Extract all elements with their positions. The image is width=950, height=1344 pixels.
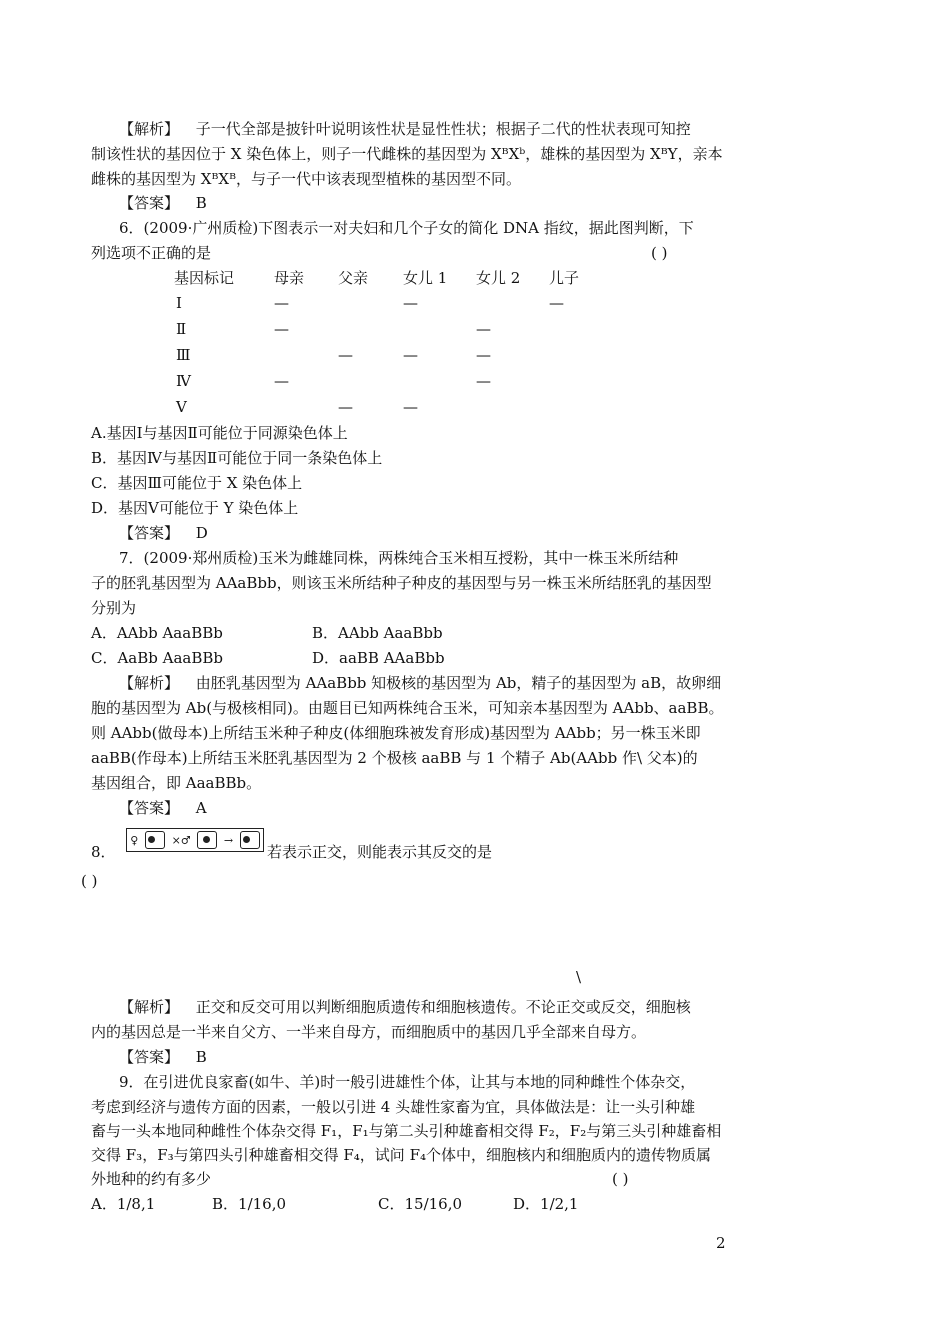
q9-stem-line-2: 考虑到经济与遗传方面的因素，一般以引进 4 头雄性家畜为宜，具体做法是：让一头引种雄 [91,1098,696,1116]
q7-stem-line-2: 子的胚乳基因型为 AAaBbb，则该玉米所结种子种皮的基因型与另一株玉米所结胚乳的基因型 [91,574,712,592]
q6-option-b: B．基因Ⅳ与基因Ⅱ可能位于同一条染色体上 [91,449,383,467]
answer-value: D [195,524,208,542]
table-cell: — [274,320,289,338]
table-cell: — [338,346,353,364]
stray-mark: \ [576,968,582,986]
answer-value: A [195,799,207,817]
arrow-icon: → [223,833,234,847]
table-header-daughter-2: 女儿 2 [476,269,521,287]
cell-icon [145,831,165,849]
q5-analysis-line-2: 制该性状的基因位于 X 染色体上，则子一代雌株的基因型为 XᴮXᵇ，雄株的基因型为 XᴮY，亲本 [91,145,723,163]
table-cell: — [476,346,491,364]
answer-tag: 【答案】 [119,524,180,542]
table-cell: — [403,346,418,364]
q9-stem-line-5: 外地种的约有多少 [91,1170,212,1188]
answer-value: B [195,194,207,212]
q7-option-a: A．AAbb AaaBBb [91,624,223,642]
q6-answer [119,523,208,543]
q6-stem-line-1: 6．(2009·广州质检)下图表示一对夫妇和几个子女的简化 DNA 指纹，据此图判断，下 [119,219,694,237]
q6-option-c: C．基因Ⅲ可能位于 X 染色体上 [91,474,303,492]
q5-analysis-line-1 [119,119,691,139]
q7-analysis-text-1: 由胚乳基因型为 AAaBbb 知极核的基因型为 Ab，精子的基因型为 aB，故卵细 [195,674,722,692]
cross-male-symbol-icon: ×♂ [171,833,191,847]
q8-answer [119,1047,207,1067]
female-symbol-icon: ♀ [130,833,139,847]
cross-diagram [126,828,264,852]
table-row-label: Ⅱ [176,320,187,338]
q8-answer-bracket: ( ) [81,872,98,890]
q5-answer [119,193,207,213]
q9-option-a: A．1/8,1 [91,1195,156,1213]
answer-tag: 【答案】 [119,799,180,817]
q9-stem-line-1: 9．在引进优良家畜(如牛、羊)时一般引进雄性个体，让其与本地的同种雌性个体杂交， [119,1073,696,1091]
q7-option-c: C．AaBb AaaBBb [91,649,224,667]
q9-stem-line-3: 畜与一头本地同种雌性个体杂交得 F₁，F₁与第二头引种雄畜相交得 F₂，F₂与第三头引种雄畜相 [91,1122,722,1140]
table-cell: — [338,398,353,416]
table-header-marker: 基因标记 [174,269,235,287]
q9-option-c: C．15/16,0 [378,1195,463,1213]
q7-stem-line-1: 7．(2009·郑州质检)玉米为雌雄同株，两株纯合玉米相互授粉，其中一株玉米所结种 [119,549,679,567]
table-cell: — [403,294,418,312]
q7-answer [119,798,207,818]
table-header-mother: 母亲 [274,269,305,287]
q9-answer-bracket: ( ) [612,1170,629,1188]
q6-option-d: D．基因Ⅴ可能位于 Y 染色体上 [91,499,299,517]
q7-analysis-line-2: 胞的基因型为 Ab(与极核相同)。由题目已知两株纯合玉米，可知亲本基因型为 AAbb、aaBB。 [91,699,724,717]
analysis-tag: 【解析】 [119,120,180,138]
analysis-tag: 【解析】 [119,998,180,1016]
q9-stem-line-4: 交得 F₃，F₃与第四头引种雄畜相交得 F₄，试问 F₄个体中，细胞核内和细胞质内的遗传物质属 [91,1146,711,1164]
q7-analysis-line-3: 则 AAbb(做母本)上所结玉米种子种皮(体细胞珠被发育形成)基因型为 AAbb；另一株玉米即 [91,724,701,742]
q9-option-d: D．1/2,1 [513,1195,579,1213]
table-row-label: Ⅰ [176,294,182,312]
answer-tag: 【答案】 [119,1048,180,1066]
q8-analysis-line-1 [119,997,691,1017]
q8-stem: 若表示正交，则能表示其反交的是 [267,843,493,861]
table-row-label: Ⅴ [176,398,187,416]
q7-stem-line-3: 分别为 [91,599,137,617]
table-header-son: 儿子 [549,269,580,287]
q8-analysis-text-1: 正交和反交可用以判断细胞质遗传和细胞核遗传。不论正交或反交，细胞核 [195,998,691,1016]
q5-analysis-text-1: 子一代全部是披针叶说明该性状是显性性状；根据子二代的性状表现可知控 [195,120,691,138]
table-row-label: Ⅳ [176,372,191,390]
table-cell: — [274,372,289,390]
table-header-father: 父亲 [338,269,369,287]
answer-tag: 【答案】 [119,194,180,212]
q7-analysis-line-4: aaBB(作母本)上所结玉米胚乳基因型为 2 个极核 aaBB 与 1 个精子 Ab(AAbb 作\ 父本)的 [91,749,698,767]
q8-analysis-line-2: 内的基因总是一半来自父方、一半来自母方，而细胞质中的基因几乎全部来自母方。 [91,1023,647,1041]
q9-option-b: B．1/16,0 [212,1195,287,1213]
table-cell: — [476,372,491,390]
q7-option-b: B．AAbb AaaBbb [312,624,443,642]
table-cell: — [403,398,418,416]
table-row-label: Ⅲ [176,346,191,364]
q6-stem-line-2: 列选项不正确的是 [91,244,212,262]
answer-value: B [195,1048,207,1066]
table-cell: — [274,294,289,312]
cell-icon [240,831,260,849]
table-header-daughter-1: 女儿 1 [403,269,448,287]
q5-analysis-line-3: 雌株的基因型为 XᴮXᴮ，与子一代中该表现型植株的基因型不同。 [91,170,522,188]
q7-option-d: D．aaBB AAaBbb [312,649,445,667]
page-number: 2 [716,1234,726,1252]
q7-analysis-line-5: 基因组合，即 AaaBBb。 [91,774,262,792]
table-cell: — [549,294,564,312]
q8-number: 8． [91,843,116,861]
table-cell: — [476,320,491,338]
q6-option-a: A.基因Ⅰ与基因Ⅱ可能位于同源染色体上 [91,424,348,442]
analysis-tag: 【解析】 [119,674,180,692]
cell-icon [197,831,217,849]
q6-answer-bracket: ( ) [651,244,668,262]
q7-analysis-line-1 [119,673,721,693]
